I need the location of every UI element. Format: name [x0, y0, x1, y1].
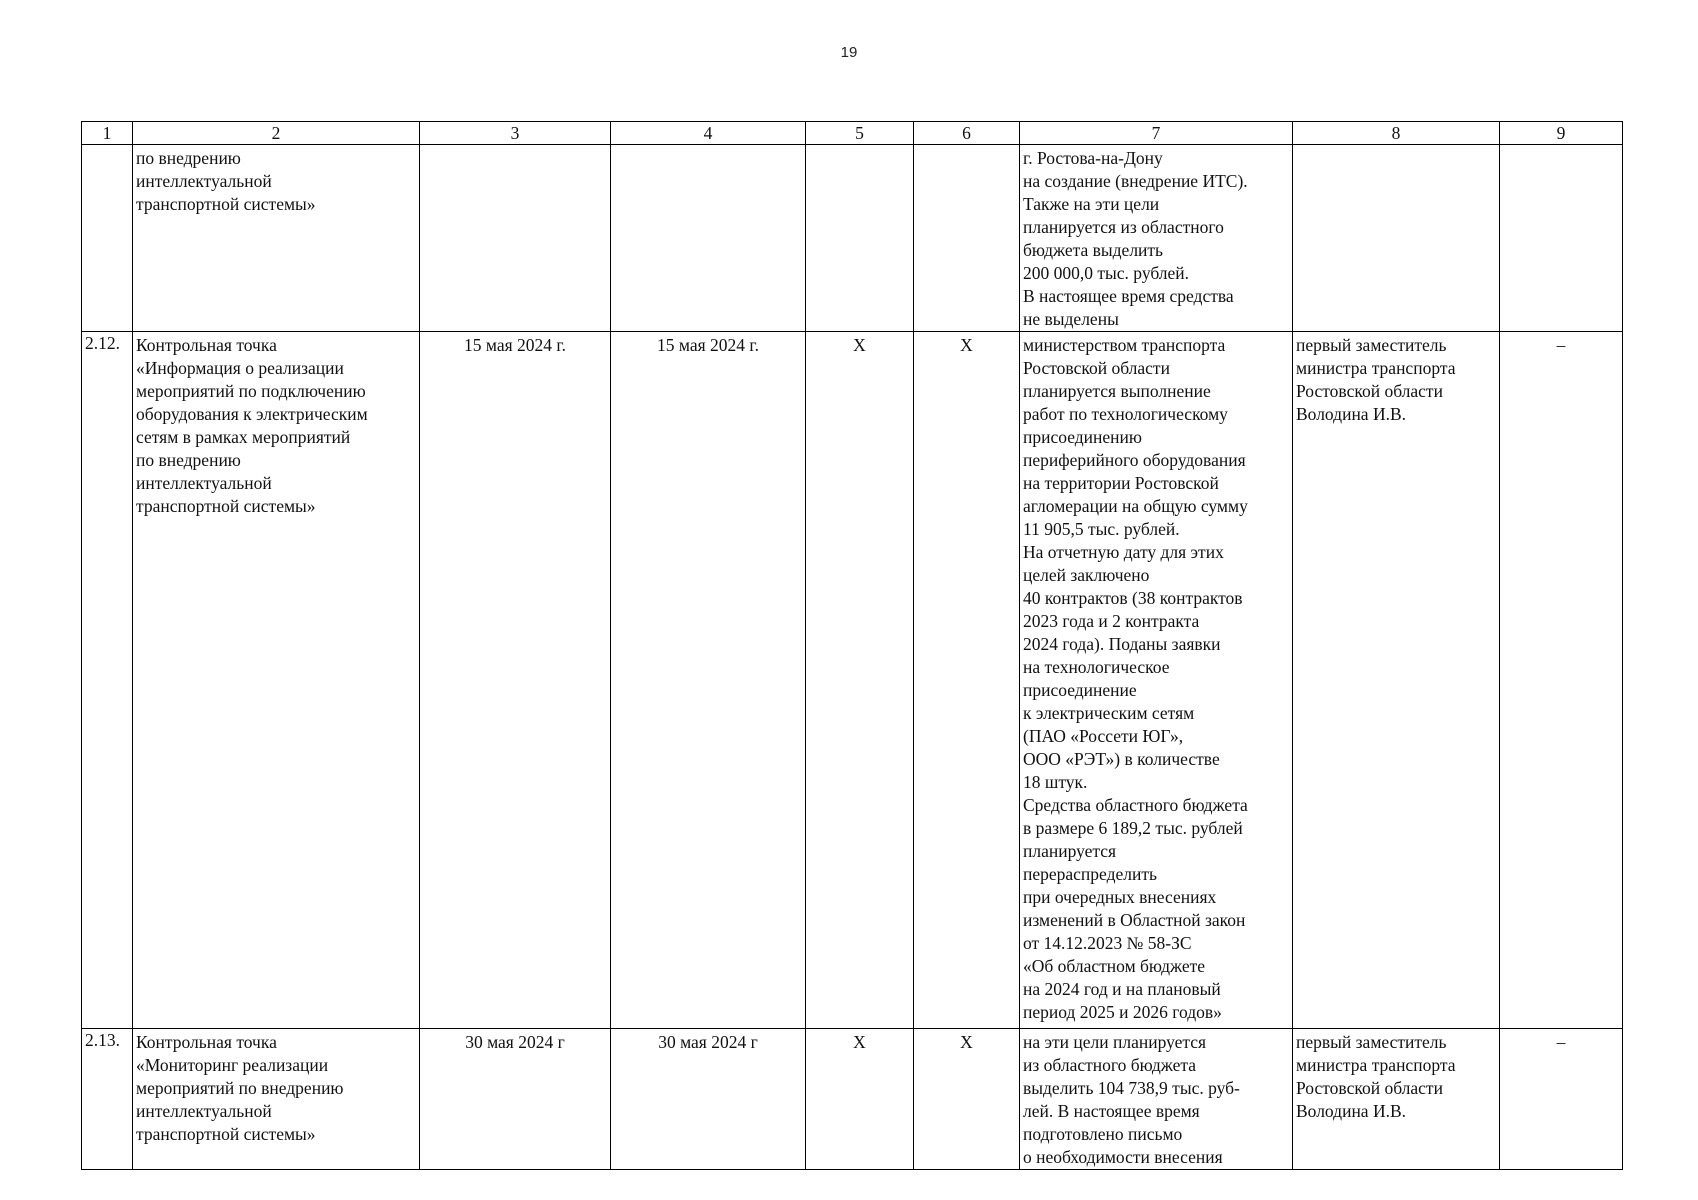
- header-col-7: 7: [1020, 122, 1293, 145]
- row-responsible: [1293, 145, 1500, 332]
- table-row: [82, 332, 1623, 1029]
- row-col5: [806, 145, 914, 332]
- row-name-text: Контрольная точка «Мониторинг реализации мероприятий по внедрению интеллектуальной транспортной системы»: [136, 1032, 344, 1144]
- row-col5-text: X: [853, 335, 866, 355]
- row-number: 2.12.: [82, 332, 133, 1029]
- header-col-9: 9: [1500, 122, 1623, 145]
- row-col5-text: X: [853, 1032, 866, 1052]
- row-responsible-text: первый заместитель министра транспорта Ростовской области Володина И.В.: [1296, 335, 1456, 424]
- row-date-fact-text: 15 мая 2024 г.: [657, 335, 759, 355]
- row-date-fact: [611, 145, 806, 332]
- row-status: [1020, 1029, 1293, 1170]
- row-status-text: на эти цели планируется из областного бюджета выделить 104 738,9 тыс. руб- лей. В настоящее время подготовлено письмо о необходимости внесения: [1023, 1032, 1240, 1167]
- row-number: 2.13.: [82, 1029, 133, 1170]
- row-col9: [1500, 1029, 1623, 1170]
- row-status: [1020, 332, 1293, 1029]
- row-name: [133, 145, 420, 332]
- row-date-fact: [611, 1029, 806, 1170]
- row-date-plan-text: 15 мая 2024 г.: [464, 335, 566, 355]
- row-date-fact: [611, 332, 806, 1029]
- header-row: [82, 122, 1623, 145]
- row-date-plan-text: 30 мая 2024 г: [465, 1032, 565, 1052]
- header-col-1: 1: [82, 122, 133, 145]
- row-col6: [914, 332, 1020, 1029]
- row-responsible-text: первый заместитель министра транспорта Ростовской области Володина И.В.: [1296, 1032, 1456, 1121]
- row-status-text: министерством транспорта Ростовской области планируется выполнение работ по технологическому присоединению периферийного оборудования на территории Ростовской агломерации на общую сумму 11 905,5 тыс. рублей. На отчетную дату для этих целей заключено 40 контрактов (38 контрактов 2023 года и 2 контракта 2024 года). Поданы заявки на технологическое присоединение к электрическим сетям (ПАО «Россети ЮГ», ООО «РЭТ») в количестве 18 штук. Средства областного бюджета в размере 6 189,2 тыс. рублей планируется перераспределить при очередных внесениях изменений в Областной закон от 14.12.2023 № 58-ЗС «Об областном бюджете на 2024 год и на плановый период 2025 и 2026 годов»: [1023, 335, 1248, 1022]
- table-row: [82, 1029, 1623, 1170]
- row-name-text: по внедрению интеллектуальной транспортной системы»: [136, 148, 316, 214]
- row-col9-text: –: [1556, 1032, 1566, 1052]
- row-col6-text: X: [960, 335, 973, 355]
- table-row: [82, 145, 1623, 332]
- row-name: [133, 332, 420, 1029]
- row-col9-text: –: [1556, 335, 1566, 355]
- row-status: [1020, 145, 1293, 332]
- row-status-text: г. Ростова-на-Дону на создание (внедрение ИТС). Также на эти цели планируется из областного бюджета выделить 200 000,0 тыс. рублей. В настоящее время средства не выделены: [1023, 148, 1248, 329]
- row-date-plan: [420, 1029, 611, 1170]
- header-col-6: 6: [914, 122, 1020, 145]
- report-table: [81, 121, 1623, 1170]
- row-responsible: [1293, 1029, 1500, 1170]
- row-number: [82, 145, 133, 332]
- row-date-plan: [420, 145, 611, 332]
- header-col-4: 4: [611, 122, 806, 145]
- row-col6: [914, 145, 1020, 332]
- row-name-text: Контрольная точка «Информация о реализации мероприятий по подключению оборудования к электрическим сетям в рамках мероприятий по внедрению интеллектуальной транспортной системы»: [136, 335, 368, 516]
- row-col6: [914, 1029, 1020, 1170]
- header-col-5: 5: [806, 122, 914, 145]
- row-date-plan: [420, 332, 611, 1029]
- row-responsible-text: [1296, 145, 1496, 147]
- row-col9: [1500, 332, 1623, 1029]
- page-number: 19: [840, 44, 858, 61]
- header-col-3: 3: [420, 122, 611, 145]
- header-col-8: 8: [1293, 122, 1500, 145]
- row-col5: [806, 1029, 914, 1170]
- row-col9: [1500, 145, 1623, 332]
- header-col-2: 2: [133, 122, 420, 145]
- row-col5: [806, 332, 914, 1029]
- row-responsible: [1293, 332, 1500, 1029]
- row-name: [133, 1029, 420, 1170]
- row-date-fact-text: 30 мая 2024 г: [658, 1032, 758, 1052]
- row-col6-text: X: [960, 1032, 973, 1052]
